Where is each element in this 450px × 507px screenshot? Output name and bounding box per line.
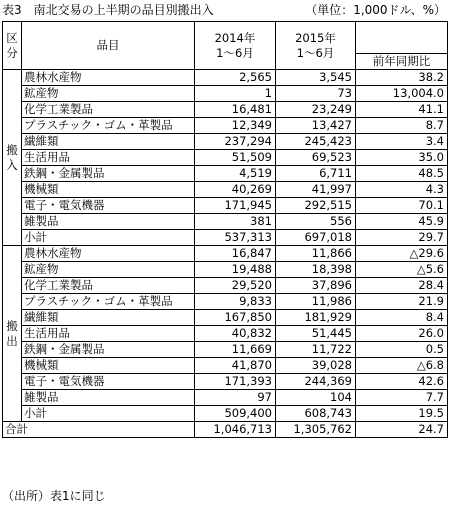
value-2014-cell: 2,565: [195, 70, 276, 86]
change-cell: 8.7: [356, 118, 448, 134]
item-cell: 鉱産物: [22, 262, 195, 278]
value-2015-cell: 245,423: [276, 134, 356, 150]
value-2014-cell: 40,832: [195, 326, 276, 342]
imports-row: [3, 214, 448, 230]
change-cell: 38.2: [356, 70, 448, 86]
value-2014-cell: 29,520: [195, 278, 276, 294]
value-2015-cell: 697,018: [276, 230, 356, 246]
change-cell: 41.1: [356, 102, 448, 118]
change-cell: 0.5: [356, 342, 448, 358]
item-cell: 小計: [22, 406, 195, 422]
value-2014-cell: 509,400: [195, 406, 276, 422]
imports-row: [3, 198, 448, 214]
value-2015-cell: 6,711: [276, 166, 356, 182]
exports-row: [3, 326, 448, 342]
unit-note: （単位：1,000ドル、%）: [305, 3, 446, 17]
item-cell: 化学工業製品: [22, 278, 195, 294]
section-header: [3, 22, 22, 70]
value-2015-cell: 292,515: [276, 198, 356, 214]
exports-section-text: 搬出: [6, 318, 18, 348]
total-2015-cell: 1,305,762: [276, 422, 356, 438]
item-cell: プラスチック・ゴム・革製品: [22, 118, 195, 134]
item-cell: 雑製品: [22, 214, 195, 230]
item-cell: 化学工業製品: [22, 102, 195, 118]
value-2015-cell: 181,929: [276, 310, 356, 326]
item-cell: 生活用品: [22, 326, 195, 342]
exports-section-label: [3, 246, 22, 422]
year-2014-header: [195, 22, 276, 70]
value-2014-cell: 16,481: [195, 102, 276, 118]
exports-row: [3, 278, 448, 294]
change-cell: 45.9: [356, 214, 448, 230]
value-2015-cell: 608,743: [276, 406, 356, 422]
value-2015-cell: 37,896: [276, 278, 356, 294]
value-2014-cell: 9,833: [195, 294, 276, 310]
total-change-cell: 24.7: [356, 422, 448, 438]
change-cell: △29.6: [356, 246, 448, 262]
change-cell: 70.1: [356, 198, 448, 214]
value-2015-cell: 51,445: [276, 326, 356, 342]
imports-row: [3, 150, 448, 166]
value-2015-cell: 556: [276, 214, 356, 230]
value-2015-cell: 11,986: [276, 294, 356, 310]
value-2015-cell: 73: [276, 86, 356, 102]
total-2014-cell: 1,046,713: [195, 422, 276, 438]
item-cell: 生活用品: [22, 150, 195, 166]
change-cell: 28.4: [356, 278, 448, 294]
value-2014-cell: 4,519: [195, 166, 276, 182]
change-header: 前年同期比: [356, 54, 448, 70]
item-cell: 雑製品: [22, 390, 195, 406]
change-cell: 13,004.0: [356, 86, 448, 102]
value-2015-cell: 244,369: [276, 374, 356, 390]
value-2014-cell: 381: [195, 214, 276, 230]
value-2015-cell: 23,249: [276, 102, 356, 118]
imports-row: [3, 182, 448, 198]
change-header-blank: [356, 22, 448, 54]
item-cell: 電子・電気機器: [22, 374, 195, 390]
item-cell: 電子・電気機器: [22, 198, 195, 214]
value-2015-cell: 39,028: [276, 358, 356, 374]
exports-row: [3, 294, 448, 310]
imports-section-label: [3, 70, 22, 246]
value-2015-cell: 41,997: [276, 182, 356, 198]
item-cell: 鉄鋼・金属製品: [22, 166, 195, 182]
change-cell: 21.9: [356, 294, 448, 310]
imports-section-text: 搬入: [6, 142, 18, 172]
table-body: [3, 22, 448, 438]
value-2014-cell: 171,945: [195, 198, 276, 214]
value-2014-cell: 167,850: [195, 310, 276, 326]
exports-row: [3, 262, 448, 278]
item-cell: 小計: [22, 230, 195, 246]
year-2015-header: [276, 22, 356, 70]
change-cell: 48.5: [356, 166, 448, 182]
year-2015-header-line1: 2015年: [295, 30, 336, 45]
item-cell: 繊維類: [22, 134, 195, 150]
item-cell: 機械類: [22, 182, 195, 198]
change-cell: 29.7: [356, 230, 448, 246]
change-cell: 7.7: [356, 390, 448, 406]
value-2014-cell: 11,669: [195, 342, 276, 358]
value-2015-cell: 18,398: [276, 262, 356, 278]
value-2015-cell: 11,866: [276, 246, 356, 262]
trade-table: [2, 21, 448, 438]
imports-row: [3, 102, 448, 118]
imports-row: [3, 230, 448, 246]
item-cell: 農林水産物: [22, 70, 195, 86]
change-cell: 8.4: [356, 310, 448, 326]
item-cell: プラスチック・ゴム・革製品: [22, 294, 195, 310]
value-2015-cell: 104: [276, 390, 356, 406]
table-title: 表3 南北交易の上半期の品目別搬出入: [2, 3, 214, 17]
change-cell: 35.0: [356, 150, 448, 166]
exports-row: [3, 374, 448, 390]
value-2014-cell: 51,509: [195, 150, 276, 166]
item-cell: 機械類: [22, 358, 195, 374]
value-2015-cell: 3,545: [276, 70, 356, 86]
value-2014-cell: 12,349: [195, 118, 276, 134]
source-footnote: （出所）表1に同じ: [2, 489, 106, 503]
total-row: [3, 422, 448, 438]
imports-row: [3, 118, 448, 134]
year-2014-header-line1: 2014年: [214, 30, 256, 45]
exports-row: [3, 406, 448, 422]
imports-row: [3, 166, 448, 182]
value-2014-cell: 97: [195, 390, 276, 406]
item-cell: 鉱産物: [22, 86, 195, 102]
imports-row: [3, 134, 448, 150]
table-caption: [2, 1, 448, 19]
change-cell: 26.0: [356, 326, 448, 342]
value-2015-cell: 11,722: [276, 342, 356, 358]
header-row: [3, 22, 448, 54]
section-header-label: 区分: [6, 30, 18, 60]
exports-row: [3, 342, 448, 358]
value-2014-cell: 41,870: [195, 358, 276, 374]
value-2014-cell: 19,488: [195, 262, 276, 278]
value-2015-cell: 69,523: [276, 150, 356, 166]
change-cell: △5.6: [356, 262, 448, 278]
total-label: 合計: [3, 422, 195, 438]
year-2015-header-line2: 1～6月: [296, 45, 335, 60]
value-2014-cell: 537,313: [195, 230, 276, 246]
value-2014-cell: 171,393: [195, 374, 276, 390]
imports-row: [3, 86, 448, 102]
change-cell: △6.8: [356, 358, 448, 374]
value-2014-cell: 237,294: [195, 134, 276, 150]
exports-row: [3, 246, 448, 262]
exports-row: [3, 358, 448, 374]
year-2014-header-line2: 1～6月: [216, 45, 254, 60]
item-cell: 農林水産物: [22, 246, 195, 262]
imports-row: [3, 70, 448, 86]
change-cell: 3.4: [356, 134, 448, 150]
exports-row: [3, 310, 448, 326]
item-cell: 鉄鋼・金属製品: [22, 342, 195, 358]
value-2014-cell: 40,269: [195, 182, 276, 198]
change-cell: 42.6: [356, 374, 448, 390]
value-2015-cell: 13,427: [276, 118, 356, 134]
item-cell: 繊維類: [22, 310, 195, 326]
change-cell: 19.5: [356, 406, 448, 422]
value-2014-cell: 16,847: [195, 246, 276, 262]
value-2014-cell: 1: [195, 86, 276, 102]
item-header: 品目: [22, 22, 195, 70]
exports-row: [3, 390, 448, 406]
change-cell: 4.3: [356, 182, 448, 198]
